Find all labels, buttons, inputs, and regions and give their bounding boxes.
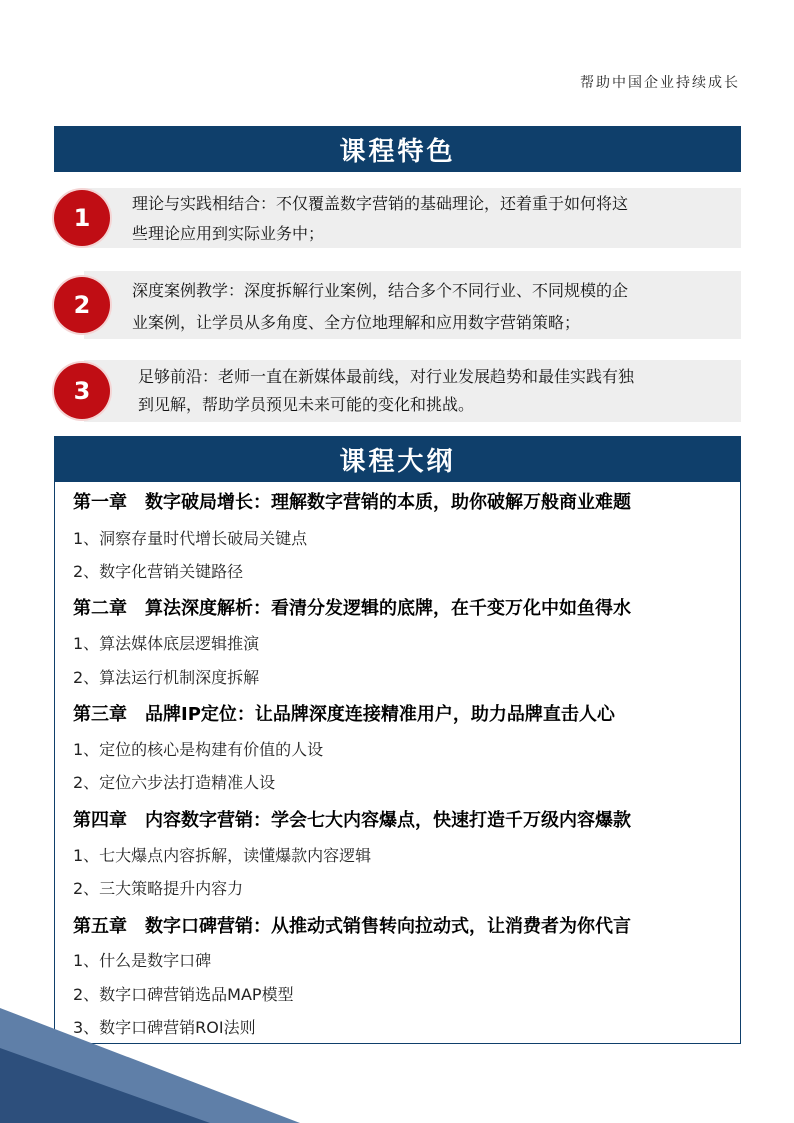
chapter-title: 第三章 品牌IP定位：让品牌深度连接精准用户，助力品牌直击人心 bbox=[73, 704, 615, 725]
feature-text-line: 业案例，让学员从多角度、全方位地理解和应用数字营销策略； bbox=[132, 313, 581, 332]
chapter-item: 2、定位六步法打造精准人设 bbox=[73, 773, 276, 792]
feature-item bbox=[54, 188, 741, 248]
chapter-item: 1、定位的核心是构建有价值的人设 bbox=[73, 740, 324, 759]
features-section-title: 课程特色 bbox=[54, 126, 741, 172]
corner-decoration bbox=[0, 1008, 300, 1123]
feature-text bbox=[132, 189, 727, 249]
feature-text-line: 深度案例教学：深度拆解行业案例，结合多个不同行业、不同规模的企 bbox=[132, 281, 629, 300]
feature-number-badge: 1 bbox=[54, 190, 110, 246]
chapter-title: 第一章 数字破局增长：理解数字营销的本质，助你破解万般商业难题 bbox=[73, 492, 631, 513]
feature-item bbox=[54, 271, 741, 339]
chapter-title: 第四章 内容数字营销：学会七大内容爆点，快速打造千万级内容爆款 bbox=[73, 810, 631, 831]
feature-text-line: 到见解，帮助学员预见未来可能的变化和挑战。 bbox=[138, 395, 475, 414]
feature-text-line: 足够前沿：老师一直在新媒体最前线，对行业发展趋势和最佳实践有独 bbox=[138, 367, 635, 386]
feature-item bbox=[54, 360, 741, 422]
chapter-item: 1、算法媒体底层逻辑推演 bbox=[73, 634, 260, 653]
feature-number-badge: 2 bbox=[54, 277, 110, 333]
chapter-item: 1、洞察存量时代增长破局关键点 bbox=[73, 529, 308, 548]
chapter-item: 2、算法运行机制深度拆解 bbox=[73, 668, 260, 687]
feature-text bbox=[132, 275, 727, 339]
chapter-item: 2、数字化营销关键路径 bbox=[73, 562, 244, 581]
chapter-title: 第二章 算法深度解析：看清分发逻辑的底牌，在千变万化中如鱼得水 bbox=[73, 598, 631, 619]
header-slogan: 帮助中国企业持续成长 bbox=[580, 75, 740, 91]
feature-text-line: 些理论应用到实际业务中； bbox=[132, 224, 325, 243]
chapter-item: 2、三大策略提升内容力 bbox=[73, 879, 244, 898]
chapter-item: 3、数字口碑营销ROI法则 bbox=[73, 1018, 256, 1037]
chapter-item: 1、什么是数字口碑 bbox=[73, 951, 212, 970]
feature-text bbox=[138, 363, 727, 419]
feature-number-badge: 3 bbox=[54, 363, 110, 419]
feature-text-line: 理论与实践相结合：不仅覆盖数字营销的基础理论，还着重于如何将这 bbox=[132, 194, 629, 213]
outline-section-title: 课程大纲 bbox=[54, 436, 741, 482]
chapter-title: 第五章 数字口碑营销：从推动式销售转向拉动式，让消费者为你代言 bbox=[73, 916, 631, 937]
chapter-item: 2、数字口碑营销选品MAP模型 bbox=[73, 985, 294, 1004]
chapter-item: 1、七大爆点内容拆解，读懂爆款内容逻辑 bbox=[73, 846, 372, 865]
